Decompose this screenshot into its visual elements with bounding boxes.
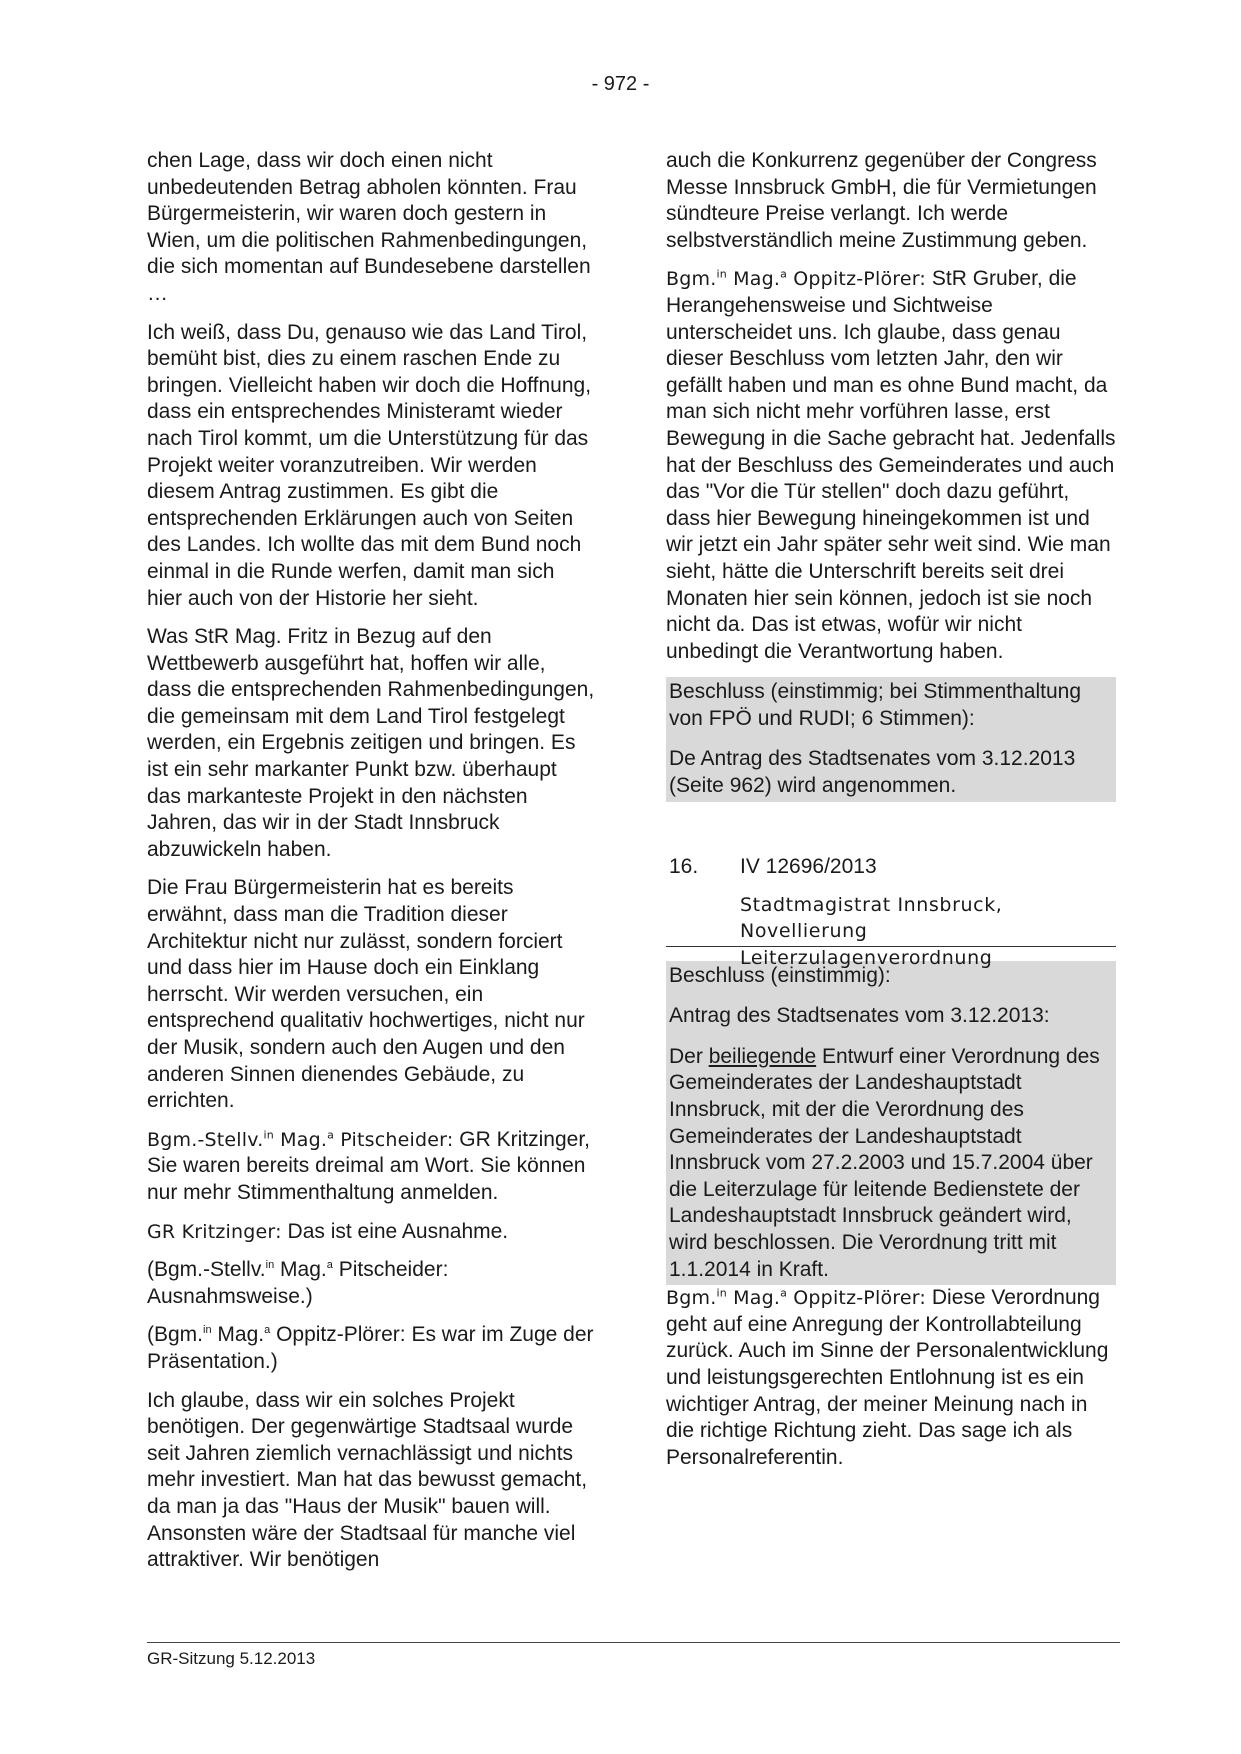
speech-paragraph bbox=[147, 1127, 595, 1207]
decision-text: Der beiliegende Entwurf einer Verordnung des Gemeinderates der Landeshauptstadt Innsbruck, mit der die Verordnung des Gemeinderates der Landeshauptstadt Innsbruck vom 27.2.2003 und 15.7.2004 über die Leiterzulage für leitende Bedienstete der Landeshauptstadt Innsbruck geändert wird, wird beschlossen. Die Verordnung tritt mit 1.1.2014 in Kraft. bbox=[669, 1044, 1100, 1281]
paragraph: Ich glaube, dass wir ein solches Projekt benötigen. Der gegenwärtige Stadtsaal wurde seit Jahren ziemlich vernachlässigt und nichts mehr investiert. Man hat das bewusst gemacht, da man ja das "Haus der Musik" bauen will. Ansonsten wäre der Stadtsaal für manche viel attraktiver. Wir benötigen bbox=[147, 1388, 588, 1572]
interjection: (Bgm.-Stellv.$^{in}$ Mag.$^a$ Pitscheider: Ausnahmsweise.) bbox=[147, 1258, 449, 1308]
paragraph: auch die Konkurrenz gegenüber der Congress Messe Innsbruck GmbH, die für Vermietungen sündteure Preise verlangt. Ich werde selbstverständlich meine Zustimmung geben. bbox=[666, 149, 1097, 252]
footer-divider bbox=[147, 1642, 1120, 1643]
speaker-name: Bgm.$^{in}$ Mag.$^a$ Oppitz-Plörer: bbox=[666, 1286, 927, 1310]
speech-text: StR Gruber, die Herangehensweise und Sichtweise unterscheidet uns. Ich glaube, dass genau dieser Beschluss vom letzten Jahr, den wir gefällt haben und man es ohne Bund macht, da man sich nicht mehr vorführen lasse, erst Bewegung in die Sache gebracht hat. Jedenfalls hat der Beschluss des Gemeinderates und auch das "Vor die Tür stellen" doch dazu geführt, dass hier Bewegung hineingekommen ist und wir jetzt ein Jahr später sehr weit sind. Wie man sieht, hätte die Unterschrift bereits seit drei Monaten hier sein können, jedoch ist sie noch nicht da. Das ist etwas, wofür wir nicht unbedingt die Verantwortung haben. bbox=[666, 267, 1116, 663]
paragraph: Die Frau Bürgermeisterin hat es bereits erwähnt, dass man die Tradition dieser Architektur nicht nur zulässt, sondern forciert und dass hier im Hause doch ein Einklang herrscht. Wir werden versuchen, ein entsprechend qualitativ hochwertiges, nicht nur der Musik, sondern auch den Augen und den anderen Sinnen dienendes Gebäude, zu errichten. bbox=[147, 876, 585, 1113]
speaker-name: Bgm.-Stellv.$^{in}$ Mag.$^a$ Pitscheider: bbox=[147, 1128, 454, 1151]
agenda-item-title: Stadtmagistrat Innsbruck, Novellierung Leiterzulagenverordnung bbox=[740, 893, 1003, 969]
footer-text: GR-Sitzung 5.12.2013 bbox=[147, 1649, 316, 1668]
paragraph: Ich weiß, dass Du, genauso wie das Land Tirol, bemüht bist, dies zu einem raschen Ende zu bringen. Vielleicht haben wir doch die Hoffnung, dass ein entsprechendes Ministeramt wieder nach Tirol kommt, um die Unterstützung für das Projekt weiter voranzutreiben. Wir werden diesem Antrag zustimmen. Es gibt die entsprechenden Erklärungen auch von Seiten des Landes. Ich wollte das mit dem Bund noch einmal in die Runde werfen, damit man sich hier auch von der Historie her sieht. bbox=[147, 320, 592, 610]
speech-paragraph bbox=[666, 266, 1116, 665]
agenda-item-number: 16. bbox=[669, 854, 699, 878]
decision-subheading: Antrag des Stadtsenates vom 3.12.2013: bbox=[669, 1004, 1050, 1028]
decision-box bbox=[666, 677, 1116, 801]
speech-paragraph bbox=[666, 1285, 1116, 1471]
speaker-name: GR Kritzinger: bbox=[147, 1220, 282, 1243]
page-number: - 972 - bbox=[591, 73, 650, 95]
interjection: (Bgm.$^{in}$ Mag.$^a$ Oppitz-Plörer: Es war im Zuge der Präsentation.) bbox=[147, 1323, 594, 1373]
paragraph: Was StR Mag. Fritz in Bezug auf den Wettbewerb ausgeführt hat, hoffen wir alle, dass die entsprechenden Rahmenbedingungen, die gemeinsam mit dem Land Tirol festgelegt werden, ein Ergebnis zeitigen und bringen. Es ist ein sehr markanter Punkt bzw. überhaupt das markanteste Projekt in den nächsten Jahren, das wir in der Stadt Innsbruck abzuwickeln haben. bbox=[147, 625, 595, 861]
paragraph: chen Lage, dass wir doch einen nicht unbedeutenden Betrag abholen könnten. Frau Bürgermeisterin, wir waren doch gestern in Wien, um die politischen Rahmenbedingungen, die sich momentan auf Bundesebene darstellen … bbox=[147, 149, 591, 305]
speech-paragraph bbox=[147, 1219, 595, 1246]
left-column bbox=[147, 148, 595, 1586]
decision-heading: Beschluss (einstimmig; bei Stimmenthaltung von FPÖ und RUDI; 6 Stimmen): bbox=[669, 680, 1082, 730]
underlined-word: beiliegende bbox=[708, 1044, 817, 1068]
agenda-item-reference: IV 12696/2013 bbox=[740, 854, 877, 878]
speech-text: GR Kritzinger, Sie waren bereits dreimal am Wort. Sie können nur mehr Stimmenthaltung anmelden. bbox=[147, 1127, 590, 1204]
speech-text: Diese Verordnung geht auf eine Anregung der Kontrollabteilung zurück. Auch im Sinne der Personalentwicklung und leistungsgerechten Entlohnung ist es ein wichtiger Antrag, der meiner Meinung nach in die richtige Richtung zieht. Das sage ich als Personalreferentin. bbox=[666, 1286, 1109, 1469]
speaker-name: Bgm.$^{in}$ Mag.$^a$ Oppitz-Plörer: bbox=[666, 268, 927, 291]
speech-text: Das ist eine Ausnahme. bbox=[281, 1219, 509, 1243]
agenda-item-header bbox=[666, 854, 1116, 969]
decision-box bbox=[666, 961, 1116, 1286]
decision-heading: Beschluss (einstimmig): bbox=[669, 963, 891, 987]
decision-text: De Antrag des Stadtsenates vom 3.12.2013 (Seite 962) wird angenommen. bbox=[669, 747, 1076, 798]
right-column bbox=[666, 148, 1116, 1483]
